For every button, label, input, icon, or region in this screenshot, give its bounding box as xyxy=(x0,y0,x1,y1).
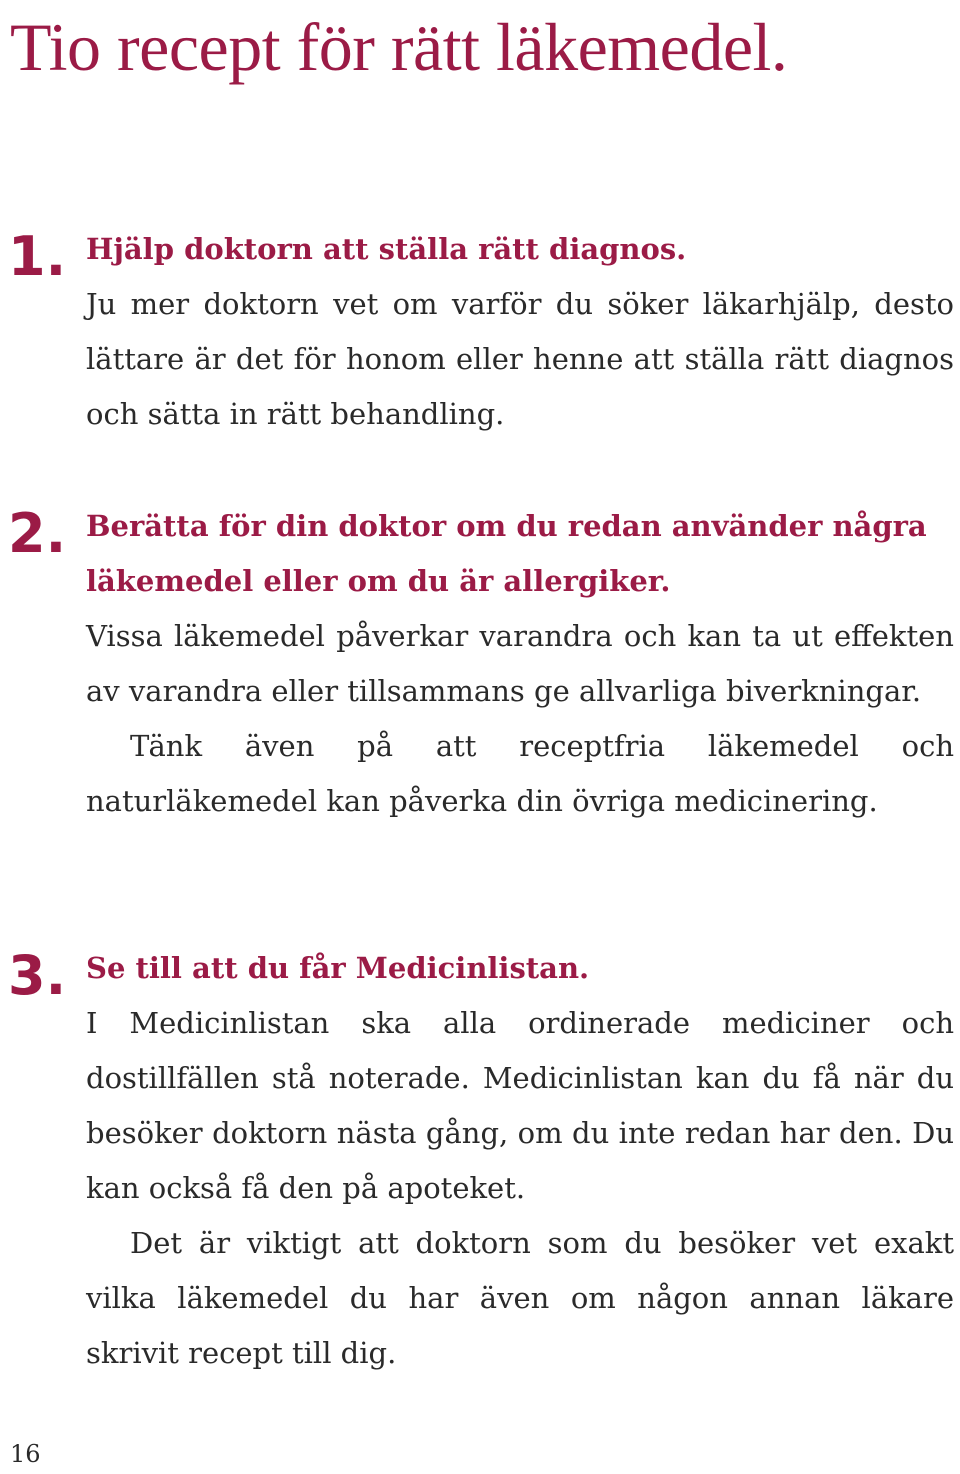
page-title: Tio recept för rätt läkemedel. xyxy=(10,9,788,85)
section-paragraph: Det är viktigt att doktorn som du besöker vet exakt vilka läkemedel du har även om någon annan läkare skrivit recept till dig. xyxy=(86,1226,954,1370)
section-heading: Berätta för din doktor om du redan använder några läkemedel eller om du är allergiker. xyxy=(86,509,927,598)
section-number: 3. xyxy=(8,944,67,1007)
section-content xyxy=(86,941,954,1381)
section-heading: Hjälp doktorn att ställa rätt diagnos. xyxy=(86,232,687,266)
section-number: 1. xyxy=(8,225,67,288)
section-heading: Se till att du får Medicinlistan. xyxy=(86,951,590,985)
section-paragraph: Tänk även på att receptfria läkemedel och naturläkemedel kan påverka din övriga medicinering. xyxy=(86,729,954,818)
section-paragraph: Ju mer doktorn vet om varför du söker läkarhjälp, desto lättare är det för honom eller henne att ställa rätt diagnos och sätta in rätt behandling. xyxy=(86,287,954,431)
page-number: 16 xyxy=(10,1440,41,1468)
section-content xyxy=(86,222,954,442)
section-content xyxy=(86,499,954,829)
section-paragraph: I Medicinlistan ska alla ordinerade mediciner och dostillfällen stå noterade. Medicinlistan kan du få när du besöker doktorn nästa gång, om du inte redan har den. Du kan också få den på apoteket. xyxy=(86,1006,954,1205)
section-paragraph: Vissa läkemedel påverkar varandra och kan ta ut effekten av varandra eller tillsammans ge allvarliga biverkningar. xyxy=(86,619,954,708)
section-number: 2. xyxy=(8,502,67,565)
